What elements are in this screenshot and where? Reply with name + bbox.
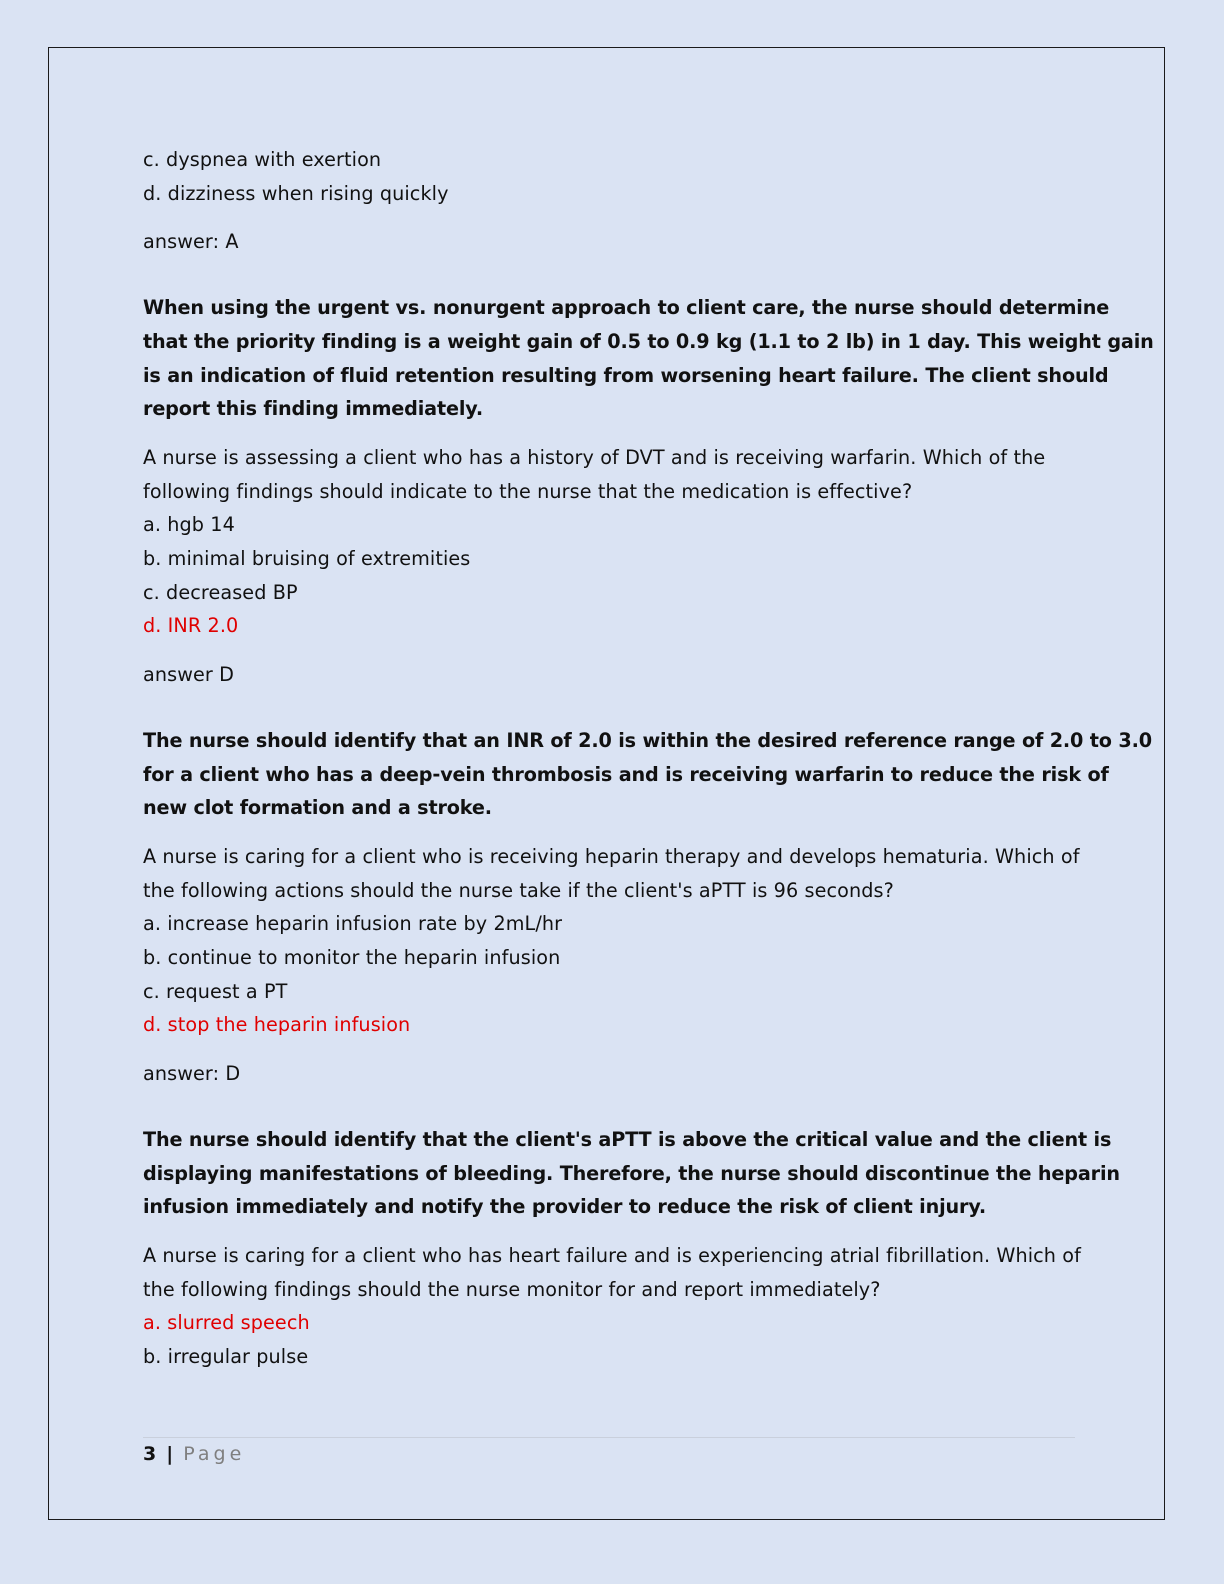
text-line: answer: D: [143, 1062, 241, 1086]
text-line: answer: A: [143, 230, 239, 254]
rationale-line: new clot formation and a stroke.: [143, 796, 492, 820]
page-number: 3: [143, 1443, 157, 1465]
correct-option-line: a. slurred speech: [143, 1311, 310, 1335]
text-line: b. minimal bruising of extremities: [143, 547, 471, 571]
rationale-line: When using the urgent vs. nonurgent approach to client care, the nurse should determine: [143, 296, 1110, 320]
text-line: b. continue to monitor the heparin infusion: [143, 946, 561, 970]
paragraph-spacer: [143, 643, 1078, 658]
page-footer: [143, 1440, 245, 1468]
paragraph-spacer: [143, 1042, 1078, 1057]
rationale-line: infusion immediately and notify the provider to reduce the risk of client injury.: [143, 1195, 987, 1219]
rationale-line: that the priority finding is a weight gain of 0.5 to 0.9 kg (1.1 to 2 lb) in 1 day. This weight gain: [143, 329, 1154, 353]
document-body: [143, 143, 1154, 1374]
paragraph-spacer: [143, 1091, 1078, 1123]
rationale-line: for a client who has a deep-vein thrombosis and is receiving warfarin to reduce the risk of: [143, 762, 1109, 786]
text-line: a. increase heparin infusion rate by 2mL/hr: [143, 912, 563, 936]
text-line: c. decreased BP: [143, 580, 298, 604]
text-line: d. dizziness when rising quickly: [143, 181, 449, 205]
text-line: following findings should indicate to the nurse that the medication is effective?: [143, 479, 913, 503]
text-line: the following actions should the nurse take if the client's aPTT is 96 seconds?: [143, 878, 894, 902]
text-line: A nurse is assessing a client who has a history of DVT and is receiving warfarin. Which of the: [143, 445, 1046, 469]
paragraph-spacer: [143, 1224, 1078, 1239]
text-line: c. request a PT: [143, 979, 288, 1003]
text-line: b. irregular pulse: [143, 1345, 309, 1369]
paragraph-spacer: [143, 210, 1078, 225]
paragraph-spacer: [143, 259, 1078, 291]
rationale-line: The nurse should identify that the client's aPTT is above the critical value and the client is: [143, 1127, 1112, 1151]
text-line: A nurse is caring for a client who has heart failure and is experiencing atrial fibrillation. Which of: [143, 1243, 1081, 1267]
rationale-line: displaying manifestations of bleeding. Therefore, the nurse should discontinue the heparin: [143, 1161, 1120, 1185]
text-line: c. dyspnea with exertion: [143, 148, 382, 171]
rationale-line: is an indication of fluid retention resulting from worsening heart failure. The client should: [143, 363, 1109, 387]
correct-option-line: d. INR 2.0: [143, 614, 239, 638]
footer-separator: |: [166, 1443, 174, 1465]
paragraph-spacer: [143, 426, 1078, 441]
rationale-line: The nurse should identify that an INR of 2.0 is within the desired reference range of 2.0 to 3.0: [143, 728, 1152, 752]
page-label: Page: [183, 1443, 246, 1465]
footer-divider: [143, 1437, 1075, 1438]
text-line: a. hgb 14: [143, 513, 235, 537]
paragraph-spacer: [143, 825, 1078, 840]
paragraph-spacer: [143, 692, 1078, 724]
text-line: answer D: [143, 663, 234, 687]
correct-option-line: d. stop the heparin infusion: [143, 1013, 411, 1037]
text-line: A nurse is caring for a client who is receiving heparin therapy and develops hematuria. Which of: [143, 844, 1080, 868]
text-line: the following findings should the nurse monitor for and report immediately?: [143, 1277, 881, 1301]
rationale-line: report this finding immediately.: [143, 397, 484, 421]
